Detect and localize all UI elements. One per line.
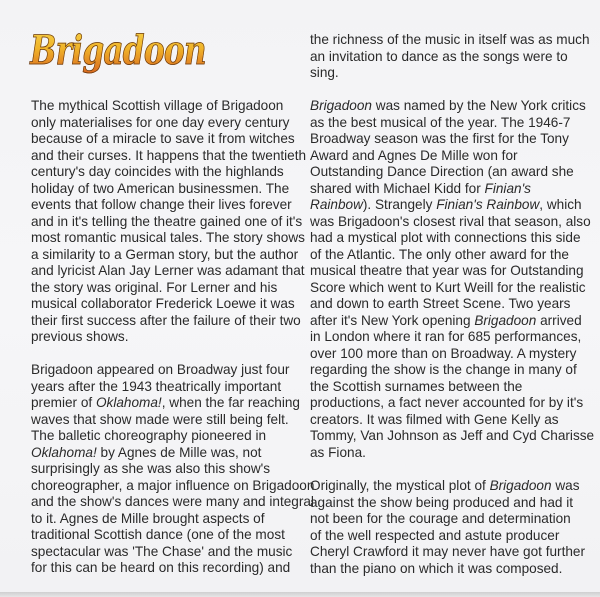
text-segment: Award and Agnes De Mille won for bbox=[310, 147, 518, 163]
text-line bbox=[310, 412, 590, 429]
paragraph-production bbox=[310, 478, 590, 577]
text-segment: productions, a fact never accounted for by it's bbox=[310, 395, 584, 410]
text-line bbox=[31, 164, 299, 181]
italic-title-text: Oklahoma! bbox=[31, 444, 97, 460]
text-line bbox=[310, 428, 595, 445]
text-segment: and the show's dances were many and integral bbox=[31, 494, 314, 509]
text-segment: spectacular was 'The Chase' and the music bbox=[31, 543, 293, 559]
text-line bbox=[310, 214, 590, 231]
text-segment: , which bbox=[539, 197, 582, 212]
text-line bbox=[31, 313, 299, 330]
text-segment: the Scottish surnames between the bbox=[310, 378, 523, 394]
text-line bbox=[31, 296, 299, 313]
italic-title-text: Finian's bbox=[484, 180, 531, 196]
text-segment: than the piano on which it was composed. bbox=[310, 560, 563, 576]
text-segment: over 100 more than on Broadway. A mystery bbox=[310, 345, 577, 361]
text-line bbox=[31, 131, 299, 148]
text-line bbox=[310, 313, 590, 330]
page-title: Brigadoon bbox=[30, 27, 206, 74]
text-line bbox=[31, 379, 299, 396]
text-segment: The balletic choreography pioneered in bbox=[31, 428, 267, 443]
text-segment: musical collaborator Frederick Loewe it was bbox=[31, 296, 295, 311]
text-line bbox=[310, 32, 590, 49]
text-line bbox=[310, 329, 590, 346]
text-segment: previous shows. bbox=[31, 329, 129, 344]
page-bottom-edge bbox=[0, 592, 600, 597]
text-segment: arrived bbox=[536, 312, 582, 328]
text-line bbox=[310, 131, 590, 148]
text-line bbox=[31, 461, 299, 478]
text-line bbox=[310, 98, 590, 115]
text-segment: holiday of two American businessmen. The bbox=[31, 180, 290, 196]
text-line bbox=[31, 560, 299, 577]
text-segment: ). Strangely bbox=[362, 197, 437, 212]
text-segment: , when the far reaching bbox=[161, 395, 300, 410]
italic-title-text: Finian's Rainbow bbox=[436, 197, 540, 212]
text-segment: surprisingly as she was also this show's bbox=[31, 461, 271, 476]
text-line bbox=[31, 527, 299, 544]
text-line bbox=[31, 115, 299, 132]
text-segment: and their curses. It happens that the twentieth bbox=[31, 147, 307, 163]
text-line bbox=[310, 230, 590, 247]
text-line bbox=[310, 197, 590, 214]
text-segment: by Agnes de Mille was, not bbox=[96, 444, 262, 460]
text-segment: because of a miracle to save it from witches bbox=[31, 131, 295, 146]
text-segment: of the Atlantic. The only other award for the bbox=[310, 246, 569, 262]
text-segment: choreographer, a major influence on Brigadoon bbox=[31, 477, 315, 493]
text-segment: and down to earth Street Scene. Two years bbox=[310, 296, 571, 311]
text-segment: was Brigadoon's closest rival that season, also bbox=[310, 213, 591, 229]
italic-title-text: Brigadoon bbox=[474, 312, 537, 328]
text-line bbox=[310, 164, 590, 181]
text-segment: and in it's telling the theatre gained one of it's bbox=[31, 213, 303, 229]
text-line bbox=[31, 147, 307, 165]
text-line bbox=[310, 280, 590, 297]
text-line bbox=[310, 511, 590, 528]
text-line bbox=[31, 213, 303, 231]
text-segment: the story was original. For Lerner and his bbox=[31, 279, 278, 295]
text-segment: Cheryl Crawford it may never have got further bbox=[310, 544, 586, 559]
text-line bbox=[310, 561, 590, 578]
text-segment: regarding the show is the change in many of bbox=[310, 362, 577, 377]
text-segment: and lyricist Alan Jay Lerner was adamant that bbox=[31, 263, 305, 278]
text-segment: premier of bbox=[31, 395, 96, 410]
text-segment: musical theatre that year was for Outstanding bbox=[310, 263, 584, 278]
text-segment: traditional Scottish dance (one of the most bbox=[31, 527, 285, 542]
text-line bbox=[31, 445, 299, 462]
text-segment: waves that show made were still being felt. bbox=[31, 411, 289, 427]
text-segment: a similarity to a German story, but the author bbox=[31, 246, 299, 262]
text-segment: as the best musical of the year. The 1946-7 bbox=[310, 114, 571, 130]
text-line bbox=[310, 115, 590, 132]
text-segment: for this can be heard on this recording) and bbox=[31, 560, 291, 575]
text-segment: Tommy, Van Johnson as Jeff and Cyd Charisse bbox=[310, 428, 595, 443]
text-line bbox=[310, 296, 590, 313]
text-line bbox=[310, 362, 590, 379]
paragraph-intro bbox=[31, 98, 307, 346]
text-line bbox=[310, 346, 590, 363]
text-segment: the richness of the music in itself was as much bbox=[310, 32, 590, 47]
paragraph-awards bbox=[310, 98, 595, 461]
text-line bbox=[31, 511, 299, 528]
text-segment: in London where it ran for 685 performances, bbox=[310, 329, 582, 344]
text-segment: after it's New York opening bbox=[310, 312, 475, 328]
text-line bbox=[31, 494, 314, 511]
text-line bbox=[310, 263, 590, 280]
text-line bbox=[31, 477, 315, 495]
text-segment: had a mystical plot with connections this side bbox=[310, 230, 581, 245]
text-line bbox=[310, 395, 590, 412]
text-line bbox=[31, 329, 299, 346]
text-segment: events that follow change their lives forever bbox=[31, 197, 292, 212]
text-segment: most romantic musical tales. The story shows bbox=[31, 230, 305, 245]
text-segment: as Fiona. bbox=[310, 444, 366, 460]
text-line bbox=[31, 544, 299, 561]
text-segment: Score which went to Kurt Weill for the realistic bbox=[310, 279, 586, 295]
text-line bbox=[31, 263, 305, 280]
text-line bbox=[31, 412, 299, 429]
text-line bbox=[310, 544, 590, 561]
text-line bbox=[31, 197, 299, 214]
text-line bbox=[310, 49, 590, 66]
text-segment: The mythical Scottish village of Brigadoon bbox=[31, 98, 284, 113]
text-line bbox=[310, 445, 590, 462]
text-segment: shared with Michael Kidd for bbox=[310, 180, 485, 196]
text-line bbox=[31, 181, 299, 198]
text-segment: not been for the courage and determination bbox=[310, 511, 571, 526]
text-segment: was named by the New York critics bbox=[371, 98, 586, 113]
text-line bbox=[310, 528, 590, 545]
text-segment: sing. bbox=[310, 65, 339, 80]
italic-title-text: Brigadoon bbox=[310, 98, 372, 113]
text-line bbox=[310, 379, 590, 396]
paragraph-dance-continued bbox=[310, 32, 590, 82]
text-line bbox=[31, 280, 299, 297]
text-segment: years after the 1943 theatrically important bbox=[31, 378, 282, 394]
text-line bbox=[31, 428, 299, 445]
text-segment: their first success after the failure of their two bbox=[31, 312, 301, 328]
text-segment: Broadway season was the first for the Tony bbox=[310, 131, 569, 146]
italic-title-text: Oklahoma! bbox=[95, 395, 162, 410]
text-segment: of the well respected and astute producer bbox=[310, 527, 560, 543]
text-segment: Originally, the mystical plot of bbox=[310, 478, 490, 493]
text-line bbox=[31, 247, 299, 264]
text-line bbox=[310, 65, 590, 82]
text-line bbox=[310, 247, 590, 264]
text-segment: century's day coincides with the highlands bbox=[31, 164, 284, 179]
text-line bbox=[31, 230, 305, 247]
text-line bbox=[31, 395, 299, 412]
text-line bbox=[310, 181, 590, 198]
paragraph-broadway bbox=[31, 362, 315, 577]
text-segment: was bbox=[551, 478, 580, 493]
text-segment: Outstanding Dance Direction (an award she bbox=[310, 164, 574, 179]
text-segment: against the show being produced and had it bbox=[310, 494, 574, 510]
text-line bbox=[31, 98, 299, 115]
text-line bbox=[310, 478, 590, 495]
text-segment: only materialises for one day every century bbox=[31, 114, 290, 130]
italic-title-text: Brigadoon bbox=[489, 478, 552, 493]
italic-title-text: Rainbow bbox=[310, 197, 363, 212]
text-line bbox=[310, 495, 590, 512]
text-line bbox=[310, 148, 590, 165]
text-line bbox=[31, 362, 299, 379]
text-segment: creators. It was filmed with Gene Kelly as bbox=[310, 411, 559, 427]
text-segment: to it. Agnes de Mille brought aspects of bbox=[31, 510, 265, 526]
text-segment: an invitation to dance as the songs were to bbox=[310, 48, 568, 64]
text-segment: Brigadoon appeared on Broadway just four bbox=[31, 362, 290, 377]
